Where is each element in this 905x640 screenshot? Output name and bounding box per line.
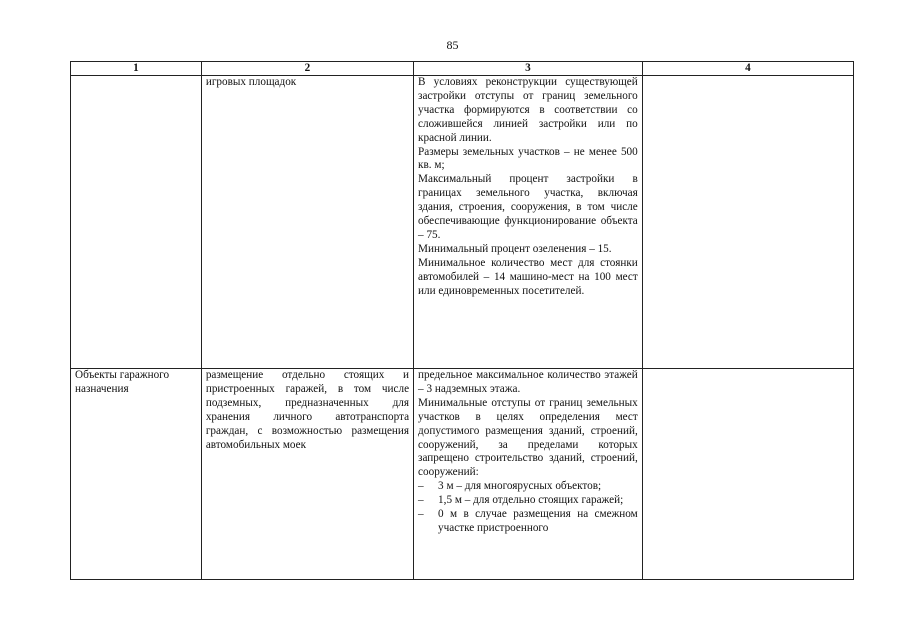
row1-col3-paragraph: Размеры земельных участков – не менее 500 кв. м; [418,145,638,172]
list-item-text: 3 м – для многоярусных объектов; [438,480,602,493]
table-header-row [71,62,854,76]
list-item [418,508,638,536]
row1-col2-cell [201,76,413,369]
header-col-3: 3 [414,62,643,76]
setback-list [418,480,638,536]
row1-col3-cell [414,76,643,369]
header-col-2: 2 [201,62,413,76]
row2-col4-cell [642,369,853,580]
list-item [418,480,638,494]
row1-col3-paragraph: Минимальный процент озеленения – 15. [418,242,612,255]
list-item [418,494,638,508]
row1-col1-cell [71,76,202,369]
row2-col2-cell [201,369,413,580]
row2-col1-text: Объекты гаражного назначения [75,369,170,395]
header-col-1: 1 [71,62,202,76]
row2-col3-paragraph: предельное максимальное количество этажей – 3 надземных этажа. [418,369,638,395]
dash-marker: – [418,508,424,521]
header-col-4: 4 [642,62,853,76]
row1-col3-paragraph: В условиях реконструкции существующей застройки отступы от границ земельного участка формируются в соответствии со сложившейся линией застройки или по красной линии. [418,76,638,144]
table-row [71,76,854,369]
row2-col3-paragraph: Минимальные отступы от границ земельных участков в целях определения мест допустимого размещения зданий, строений, сооружений, за пределами которых запрещено строительство зданий, строений, сооружений: [418,396,638,479]
table-row [71,369,854,580]
row1-col3-paragraph: Минимальное количество мест для стоянки автомобилей – 14 машино-мест на 100 мест или единовременных посетителей. [418,256,638,297]
dash-marker: – [418,480,424,493]
row1-col2-text: игровых площадок [205,76,297,88]
row1-col3-paragraph: Максимальный процент застройки в границах земельного участка, включая здания, строения, сооружения, в том числе обеспечивающие функционирование объекта – 75. [418,173,638,241]
list-item-text: 1,5 м – для отдельно стоящих гаражей; [438,494,624,507]
row1-col4-cell [642,76,853,369]
list-item-text: 0 м в случае размещения на смежном участке пристроенного [438,508,638,534]
page-number: 85 [446,38,459,52]
row2-col3-cell [414,369,643,580]
regulations-table [70,61,854,580]
row2-col2-text: размещение отдельно стоящих и пристроенных гаражей, в том числе подземных, предназначенных для хранения личного автотранспорта граждан, с возможностью размещения автомобильных моек [205,369,410,451]
dash-marker: – [418,494,424,507]
row2-col1-cell [71,369,202,580]
